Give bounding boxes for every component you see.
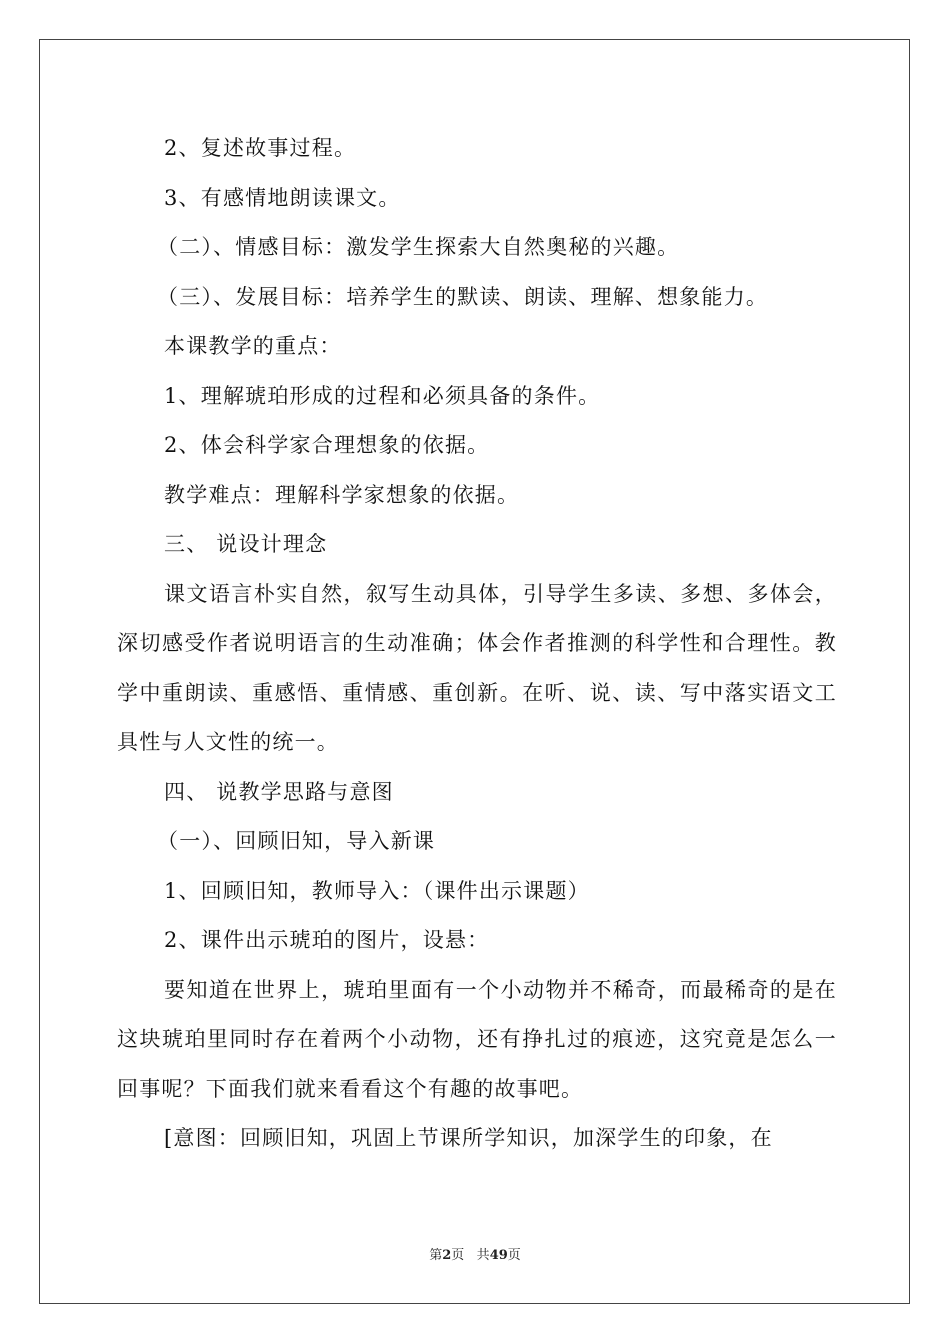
paragraph: 1、回顾旧知，教师导入：（课件出示课题） bbox=[164, 878, 590, 903]
total-pages: 49 bbox=[489, 1248, 508, 1263]
page-prefix: 第 bbox=[429, 1248, 443, 1263]
paragraph: （二）、情感目标：激发学生探索大自然奥秘的兴趣。 bbox=[157, 235, 680, 259]
paragraph: 课文语言朴实自然，叙写生动具体，引导学生多读、多想、多体会，深切感受作者说明语言的生动准确；体会作者推测的科学性和合理性。教学中重朗读、重感悟、重情感、重创新。在听、说、读、写中落实语文工具性与人文性的统一。 bbox=[117, 581, 837, 754]
paragraph: 3、有感情地朗读课文。 bbox=[164, 185, 401, 210]
page-footer bbox=[0, 1244, 950, 1263]
paragraph: 1、理解琥珀形成的过程和必须具备的条件。 bbox=[164, 383, 601, 408]
paragraph: （三）、发展目标：培养学生的默读、朗读、理解、想象能力。 bbox=[157, 284, 769, 309]
total-suffix: 页 bbox=[507, 1248, 521, 1263]
paragraph: 教学难点：理解科学家想象的依据。 bbox=[164, 482, 520, 507]
paragraph: 2、体会科学家合理想象的依据。 bbox=[164, 433, 490, 457]
page-number: 2 bbox=[442, 1248, 452, 1263]
paragraph: 2、复述故事过程。 bbox=[164, 136, 357, 160]
page-suffix: 页 bbox=[451, 1248, 465, 1263]
document-body bbox=[117, 124, 837, 1164]
subsection-heading: （一）、回顾旧知，导入新课 bbox=[157, 829, 436, 853]
total-prefix: 共 bbox=[476, 1248, 490, 1263]
section-heading: 三、 说设计理念 bbox=[164, 532, 328, 556]
paragraph: 要知道在世界上，琥珀里面有一个小动物并不稀奇，而最稀奇的是在这块琥珀里同时存在着两个小动物，还有挣扎过的痕迹，这究竟是怎么一回事呢？下面我们就来看看这个有趣的故事吧。 bbox=[117, 977, 837, 1101]
paragraph: 2、课件出示琥珀的图片，设悬： bbox=[164, 928, 490, 952]
paragraph: [意图：回顾旧知，巩固上节课所学知识，加深学生的印象，在 bbox=[164, 1126, 773, 1150]
paragraph: 本课教学的重点： bbox=[164, 334, 342, 358]
section-heading: 四、 说教学思路与意图 bbox=[164, 779, 394, 804]
